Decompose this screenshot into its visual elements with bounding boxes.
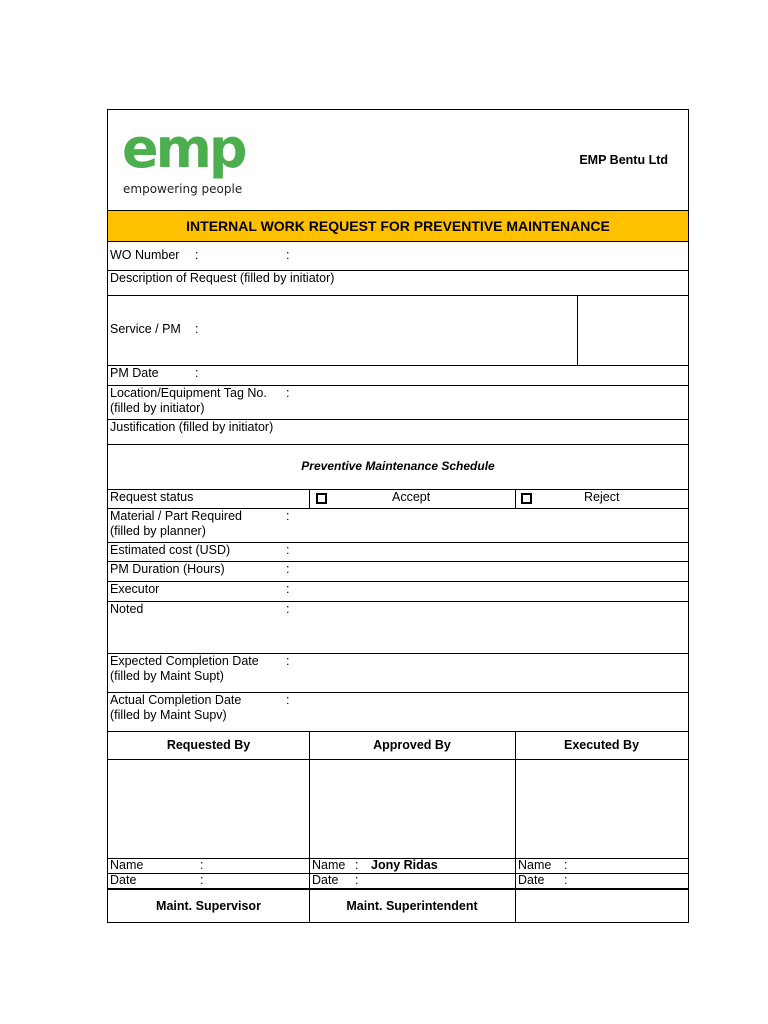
executor-label: Executor bbox=[110, 582, 160, 596]
wo-number-label: WO Number bbox=[110, 248, 180, 262]
status-divider-1 bbox=[309, 490, 310, 508]
pm-duration-colon: : bbox=[286, 562, 290, 576]
requested-by-signature-box[interactable] bbox=[108, 760, 309, 858]
accept-label: Accept bbox=[392, 490, 431, 504]
approved-date-colon: : bbox=[355, 873, 359, 887]
pm-date-label: PM Date bbox=[110, 366, 159, 380]
material-label-line2: (filled by planner) bbox=[110, 524, 206, 538]
location-colon: : bbox=[286, 386, 290, 400]
signature-role-row bbox=[108, 888, 688, 922]
role-maint-supervisor: Maint. Supervisor bbox=[156, 899, 261, 913]
signature-name-row[interactable] bbox=[108, 858, 688, 873]
approved-date-label: Date bbox=[312, 873, 339, 887]
service-pm-divider bbox=[577, 296, 578, 365]
requested-by-label: Requested By bbox=[166, 738, 251, 752]
status-divider-2 bbox=[515, 490, 516, 508]
expected-label-line1: Expected Completion Date bbox=[110, 654, 259, 668]
description-label: Description of Request (filled by initiator) bbox=[110, 271, 335, 285]
material-colon: : bbox=[286, 509, 290, 523]
requested-date-label: Date bbox=[110, 873, 137, 887]
request-status-label: Request status bbox=[110, 490, 194, 504]
name-divider-1 bbox=[309, 859, 310, 873]
requested-by-header bbox=[108, 732, 309, 759]
emp-logo: emp bbox=[122, 117, 245, 180]
location-label-line1: Location/Equipment Tag No. bbox=[110, 386, 267, 400]
approved-by-label: Approved By bbox=[373, 738, 451, 752]
justification-label: Justification (filled by initiator) bbox=[110, 420, 274, 434]
schedule-heading-row bbox=[108, 444, 688, 489]
reject-label: Reject bbox=[584, 490, 620, 504]
executed-name-label: Name bbox=[518, 858, 552, 872]
wo-number-colon: : bbox=[195, 248, 199, 262]
approved-name-colon: : bbox=[355, 858, 359, 872]
wo-number-colon-2: : bbox=[286, 248, 290, 262]
name-divider-2 bbox=[515, 859, 516, 873]
company-name: EMP Bentu Ltd bbox=[579, 153, 668, 167]
noted-colon: : bbox=[286, 602, 290, 616]
signature-header-row bbox=[108, 731, 688, 759]
service-pm-colon: : bbox=[195, 322, 199, 336]
description-row[interactable] bbox=[108, 270, 688, 295]
executed-name-colon: : bbox=[564, 858, 568, 872]
expected-completion-row[interactable] bbox=[108, 653, 688, 692]
requested-date-colon: : bbox=[200, 873, 204, 887]
actual-completion-row[interactable] bbox=[108, 692, 688, 731]
approved-by-signature-box[interactable] bbox=[309, 760, 515, 858]
requested-name-label: Name bbox=[110, 858, 144, 872]
role-maint-superintendent: Maint. Superintendent bbox=[346, 899, 478, 913]
executed-date-label: Date bbox=[518, 873, 545, 887]
location-label-line2: (filled by initiator) bbox=[110, 401, 205, 415]
wo-number-row[interactable] bbox=[108, 241, 688, 270]
approved-name-label: Name bbox=[312, 858, 346, 872]
location-row[interactable] bbox=[108, 385, 688, 419]
pm-duration-row[interactable] bbox=[108, 561, 688, 581]
executed-by-label: Executed By bbox=[563, 738, 640, 752]
work-request-form bbox=[107, 109, 689, 923]
role-divider-2 bbox=[515, 890, 516, 922]
actual-label-line2: (filled by Maint Supv) bbox=[110, 708, 227, 722]
title-bar bbox=[108, 210, 688, 241]
expected-label-line2: (filled by Maint Supt) bbox=[110, 669, 224, 683]
estimated-cost-colon: : bbox=[286, 543, 290, 557]
justification-row[interactable] bbox=[108, 419, 688, 444]
logo-tagline: empowering people bbox=[123, 182, 243, 196]
form-title: INTERNAL WORK REQUEST FOR PREVENTIVE MAINTENANCE bbox=[186, 218, 610, 234]
pm-duration-label: PM Duration (Hours) bbox=[110, 562, 225, 576]
estimated-cost-row[interactable] bbox=[108, 542, 688, 561]
executed-date-colon: : bbox=[564, 873, 568, 887]
executed-by-header bbox=[515, 732, 688, 759]
requested-role-cell bbox=[108, 890, 309, 922]
date-divider-2 bbox=[515, 874, 516, 888]
material-row[interactable] bbox=[108, 508, 688, 542]
noted-row[interactable] bbox=[108, 601, 688, 653]
estimated-cost-label: Estimated cost (USD) bbox=[110, 543, 231, 557]
pm-date-row[interactable] bbox=[108, 365, 688, 385]
executor-colon: : bbox=[286, 582, 290, 596]
expected-colon: : bbox=[286, 654, 290, 668]
approved-role-cell bbox=[309, 890, 515, 922]
service-pm-row[interactable] bbox=[108, 295, 688, 365]
pm-date-colon: : bbox=[195, 366, 199, 380]
date-divider-1 bbox=[309, 874, 310, 888]
accept-checkbox[interactable] bbox=[316, 493, 327, 504]
signature-date-row[interactable] bbox=[108, 873, 688, 888]
requested-name-colon: : bbox=[200, 858, 204, 872]
noted-label: Noted bbox=[110, 602, 144, 616]
material-label-line1: Material / Part Required bbox=[110, 509, 243, 523]
form-header bbox=[108, 110, 688, 210]
executor-row[interactable] bbox=[108, 581, 688, 601]
signature-area-row bbox=[108, 759, 688, 858]
schedule-heading: Preventive Maintenance Schedule bbox=[301, 459, 495, 473]
actual-colon: : bbox=[286, 693, 290, 707]
service-pm-label: Service / PM bbox=[110, 322, 181, 336]
approver-name-value: Jony Ridas bbox=[371, 858, 438, 872]
reject-checkbox[interactable] bbox=[521, 493, 532, 504]
actual-label-line1: Actual Completion Date bbox=[110, 693, 242, 707]
executed-by-signature-box[interactable] bbox=[515, 760, 688, 858]
approved-by-header bbox=[309, 732, 515, 759]
request-status-row bbox=[108, 489, 688, 508]
